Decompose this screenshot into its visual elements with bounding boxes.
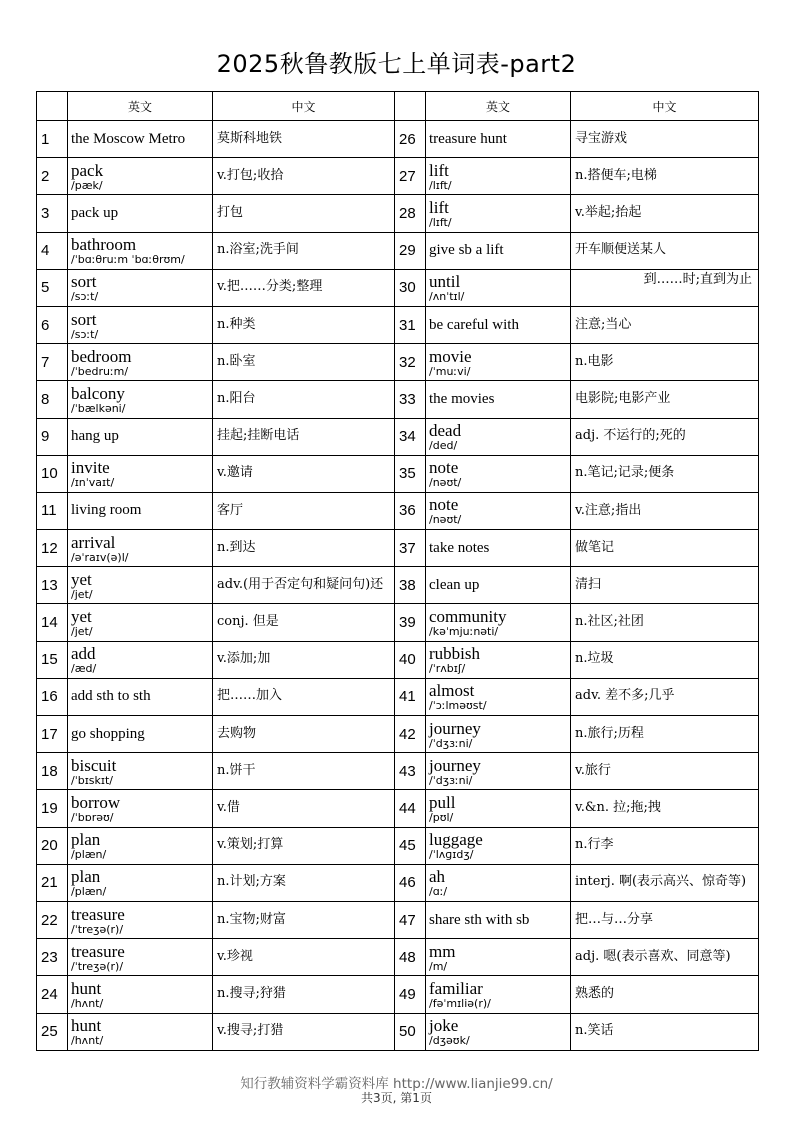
- phonetic-transcription: /ˈbɑːθruːm ˈbɑːθrʊm/: [71, 253, 185, 267]
- entry-number: 40: [395, 641, 426, 678]
- table-row: [37, 344, 759, 381]
- phonetic-transcription: /ɑː/: [429, 885, 448, 899]
- entry-number: 50: [395, 1013, 426, 1050]
- entry-chinese-meaning: adj. 嗯(表示喜欢、同意等): [571, 939, 759, 976]
- entry-chinese-meaning: 去购物: [213, 716, 395, 753]
- entry-chinese-meaning: n.搜寻;狩猎: [213, 976, 395, 1013]
- table-row: [37, 121, 759, 158]
- phonetic-transcription: /m/: [429, 959, 448, 973]
- phonetic-transcription: /ˈdʒɜːni/: [429, 736, 473, 750]
- entry-english: [426, 716, 571, 753]
- table-row: [37, 418, 759, 455]
- entry-english: [68, 939, 213, 976]
- entry-chinese-meaning: v.把……分类;整理: [213, 269, 395, 306]
- entry-english: [426, 641, 571, 678]
- table-row: [37, 492, 759, 529]
- entry-english: [426, 864, 571, 901]
- phonetic-transcription: /ˈbælkəni/: [71, 401, 126, 415]
- entry-number: 14: [37, 604, 68, 641]
- english-word: add: [71, 644, 96, 664]
- phonetic-transcription: /hʌnt/: [71, 996, 104, 1010]
- entry-number: 48: [395, 939, 426, 976]
- entry-chinese-meaning: n.饼干: [213, 753, 395, 790]
- entry-chinese-meaning: 寻宝游戏: [571, 121, 759, 158]
- entry-number: 22: [37, 901, 68, 938]
- phonetic-transcription: /dʒəʊk/: [429, 1034, 470, 1048]
- entry-english: [68, 306, 213, 343]
- table-row: [37, 195, 759, 232]
- header-num-right: [395, 92, 426, 121]
- english-word: clean up: [429, 576, 480, 593]
- entry-english: [426, 381, 571, 418]
- english-word: invite: [71, 458, 110, 478]
- english-word: give sb a lift: [429, 242, 504, 259]
- entry-english: [68, 567, 213, 604]
- entry-chinese-meaning: v.&n. 拉;拖;拽: [571, 790, 759, 827]
- phonetic-transcription: /sɔːt/: [71, 327, 99, 341]
- entry-number: 46: [395, 864, 426, 901]
- english-word: pull: [429, 792, 456, 812]
- entry-chinese-meaning: n.笑话: [571, 1013, 759, 1050]
- english-word: living room: [71, 502, 142, 519]
- entry-chinese-meaning: v.旅行: [571, 753, 759, 790]
- english-word: balcony: [71, 383, 125, 403]
- entry-english: [426, 418, 571, 455]
- phonetic-transcription: /æd/: [71, 662, 97, 676]
- entry-english: [426, 790, 571, 827]
- entry-english: [68, 716, 213, 753]
- entry-english: [426, 306, 571, 343]
- entry-chinese-meaning: n.笔记;记录;便条: [571, 455, 759, 492]
- entry-english: [68, 976, 213, 1013]
- phonetic-transcription: /nəʊt/: [429, 513, 462, 527]
- entry-chinese-meaning: interj. 啊(表示高兴、惊奇等): [571, 864, 759, 901]
- phonetic-transcription: /nəʊt/: [429, 476, 462, 490]
- entry-english: [68, 604, 213, 641]
- english-word: hunt: [71, 978, 102, 998]
- entry-chinese-meaning: n.宝物;财富: [213, 901, 395, 938]
- english-word: bedroom: [71, 346, 132, 366]
- entry-english: [68, 530, 213, 567]
- entry-chinese-meaning: n.电影: [571, 344, 759, 381]
- english-word: treasure: [71, 904, 125, 924]
- entry-chinese-meaning: 挂起;挂断电话: [213, 418, 395, 455]
- phonetic-transcription: /ʌnˈtɪl/: [429, 290, 465, 304]
- english-word: luggage: [429, 830, 483, 850]
- entry-number: 11: [37, 492, 68, 529]
- table-row: [37, 455, 759, 492]
- entry-number: 42: [395, 716, 426, 753]
- english-word: note: [429, 495, 459, 515]
- entry-english: [426, 232, 571, 269]
- english-word: almost: [429, 681, 475, 701]
- entry-number: 43: [395, 753, 426, 790]
- entry-number: 28: [395, 195, 426, 232]
- entry-number: 5: [37, 269, 68, 306]
- phonetic-transcription: /ˈtreʒə(r)/: [71, 922, 124, 936]
- entry-number: 45: [395, 827, 426, 864]
- english-word: share sth with sb: [429, 911, 530, 928]
- entry-english: [426, 195, 571, 232]
- entry-chinese-meaning: n.阳台: [213, 381, 395, 418]
- entry-chinese-meaning: v.邀请: [213, 455, 395, 492]
- table-row: [37, 1013, 759, 1050]
- entry-chinese-meaning: adv.(用于否定句和疑问句)还: [213, 567, 395, 604]
- entry-number: 41: [395, 678, 426, 715]
- english-word: note: [429, 458, 459, 478]
- entry-chinese-meaning: v.打包;收拾: [213, 158, 395, 195]
- entry-chinese-meaning: n.垃圾: [571, 641, 759, 678]
- entry-english: [426, 939, 571, 976]
- footer-page-count: 共3页, 第1页: [361, 1091, 432, 1105]
- table-row: [37, 641, 759, 678]
- entry-english: [68, 1013, 213, 1050]
- entry-number: 3: [37, 195, 68, 232]
- entry-number: 34: [395, 418, 426, 455]
- english-word: rubbish: [429, 644, 480, 664]
- table-row: [37, 678, 759, 715]
- entry-number: 23: [37, 939, 68, 976]
- entry-number: 1: [37, 121, 68, 158]
- entry-number: 27: [395, 158, 426, 195]
- table-row: [37, 381, 759, 418]
- entry-number: 18: [37, 753, 68, 790]
- entry-english: [426, 121, 571, 158]
- table-row: [37, 232, 759, 269]
- entry-english: [68, 790, 213, 827]
- entry-chinese-meaning: n.搭便车;电梯: [571, 158, 759, 195]
- english-word: familiar: [429, 978, 483, 998]
- entry-english: [426, 901, 571, 938]
- english-word: journey: [429, 718, 481, 738]
- entry-number: 17: [37, 716, 68, 753]
- english-word: pack: [71, 160, 104, 180]
- phonetic-transcription: /ˈlʌɡɪdʒ/: [429, 848, 474, 862]
- entry-english: [426, 158, 571, 195]
- entry-number: 21: [37, 864, 68, 901]
- entry-chinese-meaning: v.添加;加: [213, 641, 395, 678]
- entry-number: 13: [37, 567, 68, 604]
- entry-chinese-meaning: adv. 差不多;几乎: [571, 678, 759, 715]
- entry-english: [426, 269, 571, 306]
- header-chinese-right: 中文: [571, 92, 759, 121]
- table-row: [37, 716, 759, 753]
- english-word: joke: [429, 1016, 459, 1036]
- entry-number: 2: [37, 158, 68, 195]
- entry-english: [68, 641, 213, 678]
- vocabulary-table: [36, 91, 759, 1051]
- table-row: [37, 790, 759, 827]
- entry-chinese-meaning: 注意;当心: [571, 306, 759, 343]
- table-header-row: [37, 92, 759, 121]
- entry-chinese-meaning: 到……时;直到为止: [571, 269, 759, 306]
- english-word: community: [429, 607, 507, 627]
- entry-number: 35: [395, 455, 426, 492]
- entry-number: 12: [37, 530, 68, 567]
- entry-chinese-meaning: n.浴室;洗手间: [213, 232, 395, 269]
- phonetic-transcription: /fəˈmɪliə(r)/: [429, 996, 491, 1010]
- english-word: journey: [429, 755, 481, 775]
- english-word: arrival: [71, 532, 116, 552]
- phonetic-transcription: /jet/: [71, 625, 93, 639]
- phonetic-transcription: /hʌnt/: [71, 1034, 104, 1048]
- phonetic-transcription: /əˈraɪv(ə)l/: [71, 550, 129, 564]
- english-word: be careful with: [429, 316, 519, 333]
- phonetic-transcription: /lɪft/: [429, 178, 452, 192]
- entry-number: 37: [395, 530, 426, 567]
- entry-number: 16: [37, 678, 68, 715]
- phonetic-transcription: /lɪft/: [429, 215, 452, 229]
- entry-chinese-meaning: n.社区;社团: [571, 604, 759, 641]
- entry-chinese-meaning: 把…与…分享: [571, 901, 759, 938]
- entry-english: [68, 827, 213, 864]
- entry-chinese-meaning: 莫斯科地铁: [213, 121, 395, 158]
- table-row: [37, 827, 759, 864]
- entry-chinese-meaning: n.计划;方案: [213, 864, 395, 901]
- entry-number: 38: [395, 567, 426, 604]
- entry-chinese-meaning: 电影院;电影产业: [571, 381, 759, 418]
- table-row: [37, 901, 759, 938]
- entry-chinese-meaning: v.搜寻;打猎: [213, 1013, 395, 1050]
- phonetic-transcription: /ˈbɒrəʊ/: [71, 810, 114, 824]
- english-word: movie: [429, 346, 472, 366]
- table-row: [37, 269, 759, 306]
- phonetic-transcription: /pæk/: [71, 178, 103, 192]
- entry-english: [426, 604, 571, 641]
- phonetic-transcription: /ˈrʌbɪʃ/: [429, 662, 466, 676]
- table-row: [37, 864, 759, 901]
- entry-english: [68, 158, 213, 195]
- entry-chinese-meaning: v.策划;打算: [213, 827, 395, 864]
- entry-number: 31: [395, 306, 426, 343]
- english-word: dead: [429, 421, 462, 441]
- english-word: hunt: [71, 1016, 102, 1036]
- entry-english: [68, 232, 213, 269]
- entry-number: 36: [395, 492, 426, 529]
- english-word: yet: [71, 607, 92, 627]
- english-word: lift: [429, 160, 449, 180]
- entry-number: 7: [37, 344, 68, 381]
- phonetic-transcription: /ˈtreʒə(r)/: [71, 959, 124, 973]
- table-row: [37, 976, 759, 1013]
- entry-number: 10: [37, 455, 68, 492]
- phonetic-transcription: /sɔːt/: [71, 290, 99, 304]
- phonetic-transcription: /plæn/: [71, 885, 107, 899]
- entry-english: [68, 901, 213, 938]
- entry-english: [68, 121, 213, 158]
- entry-number: 25: [37, 1013, 68, 1050]
- table-row: [37, 306, 759, 343]
- phonetic-transcription: /ɪnˈvaɪt/: [71, 476, 115, 490]
- entry-chinese-meaning: 清扫: [571, 567, 759, 604]
- entry-english: [426, 753, 571, 790]
- entry-number: 15: [37, 641, 68, 678]
- entry-number: 6: [37, 306, 68, 343]
- entry-chinese-meaning: n.种类: [213, 306, 395, 343]
- entry-number: 32: [395, 344, 426, 381]
- english-word: ah: [429, 867, 446, 887]
- entry-english: [426, 530, 571, 567]
- english-word: lift: [429, 197, 449, 217]
- entry-english: [426, 567, 571, 604]
- entry-number: 30: [395, 269, 426, 306]
- entry-chinese-meaning: v.举起;抬起: [571, 195, 759, 232]
- header-english-right: 英文: [426, 92, 571, 121]
- entry-number: 33: [395, 381, 426, 418]
- entry-number: 20: [37, 827, 68, 864]
- entry-english: [68, 381, 213, 418]
- english-word: sort: [71, 272, 97, 292]
- phonetic-transcription: /kəˈmjuːnəti/: [429, 625, 499, 639]
- entry-english: [68, 344, 213, 381]
- entry-chinese-meaning: n.到达: [213, 530, 395, 567]
- english-word: take notes: [429, 539, 490, 556]
- entry-english: [426, 492, 571, 529]
- entry-number: 26: [395, 121, 426, 158]
- entry-english: [426, 976, 571, 1013]
- english-word: mm: [429, 941, 456, 961]
- phonetic-transcription: /ˈbedruːm/: [71, 364, 129, 378]
- phonetic-transcription: /plæn/: [71, 848, 107, 862]
- english-word: the Moscow Metro: [71, 130, 186, 147]
- entry-english: [426, 1013, 571, 1050]
- entry-number: 49: [395, 976, 426, 1013]
- table-row: [37, 604, 759, 641]
- entry-english: [68, 455, 213, 492]
- entry-number: 19: [37, 790, 68, 827]
- english-word: treasure hunt: [429, 130, 507, 147]
- entry-english: [68, 418, 213, 455]
- entry-number: 47: [395, 901, 426, 938]
- entry-english: [68, 269, 213, 306]
- entry-chinese-meaning: 客厅: [213, 492, 395, 529]
- footer-website: 知行教辅资料学霸资料库 http://www.lianjie99.cn/: [240, 1076, 553, 1092]
- entry-chinese-meaning: 熟悉的: [571, 976, 759, 1013]
- entry-number: 44: [395, 790, 426, 827]
- entry-chinese-meaning: v.借: [213, 790, 395, 827]
- phonetic-transcription: /ded/: [429, 439, 458, 453]
- table-row: [37, 939, 759, 976]
- entry-english: [68, 492, 213, 529]
- english-word: go shopping: [71, 725, 145, 742]
- entry-chinese-meaning: n.卧室: [213, 344, 395, 381]
- entry-chinese-meaning: v.注意;指出: [571, 492, 759, 529]
- entry-english: [426, 344, 571, 381]
- header-chinese-left: 中文: [213, 92, 395, 121]
- phonetic-transcription: /pʊl/: [429, 810, 454, 824]
- phonetic-transcription: /ˈbɪskɪt/: [71, 773, 114, 787]
- entry-number: 39: [395, 604, 426, 641]
- entry-english: [68, 864, 213, 901]
- phonetic-transcription: /ˈmuːvi/: [429, 364, 471, 378]
- table-row: [37, 753, 759, 790]
- entry-english: [426, 678, 571, 715]
- entry-number: 4: [37, 232, 68, 269]
- entry-number: 24: [37, 976, 68, 1013]
- entry-chinese-meaning: v.珍视: [213, 939, 395, 976]
- phonetic-transcription: /ˈɔːlməʊst/: [429, 699, 487, 713]
- entry-chinese-meaning: 做笔记: [571, 530, 759, 567]
- page-title: 2025秋鲁教版七上单词表-part2: [216, 50, 577, 78]
- english-word: add sth to sth: [71, 688, 151, 705]
- english-word: treasure: [71, 941, 125, 961]
- english-word: borrow: [71, 792, 121, 812]
- english-word: biscuit: [71, 755, 117, 775]
- entry-number: 8: [37, 381, 68, 418]
- english-word: hang up: [71, 428, 119, 445]
- phonetic-transcription: /jet/: [71, 587, 93, 601]
- entry-chinese-meaning: n.行李: [571, 827, 759, 864]
- table-row: [37, 567, 759, 604]
- entry-english: [426, 455, 571, 492]
- entry-english: [68, 753, 213, 790]
- entry-chinese-meaning: n.旅行;历程: [571, 716, 759, 753]
- phonetic-transcription: /ˈdʒɜːni/: [429, 773, 473, 787]
- entry-number: 9: [37, 418, 68, 455]
- entry-chinese-meaning: 开车顺便送某人: [571, 232, 759, 269]
- entry-english: [426, 827, 571, 864]
- entry-english: [68, 678, 213, 715]
- header-english-left: 英文: [68, 92, 213, 121]
- table-row: [37, 530, 759, 567]
- english-word: plan: [71, 830, 101, 850]
- entry-english: [68, 195, 213, 232]
- entry-number: 29: [395, 232, 426, 269]
- table-row: [37, 158, 759, 195]
- header-num-left: [37, 92, 68, 121]
- english-word: the movies: [429, 390, 495, 407]
- english-word: sort: [71, 309, 97, 329]
- entry-chinese-meaning: adj. 不运行的;死的: [571, 418, 759, 455]
- entry-chinese-meaning: 打包: [213, 195, 395, 232]
- entry-chinese-meaning: 把……加入: [213, 678, 395, 715]
- entry-chinese-meaning: conj. 但是: [213, 604, 395, 641]
- english-word: bathroom: [71, 235, 137, 255]
- english-word: plan: [71, 867, 101, 887]
- english-word: until: [429, 272, 461, 292]
- english-word: pack up: [71, 204, 119, 221]
- english-word: yet: [71, 569, 92, 589]
